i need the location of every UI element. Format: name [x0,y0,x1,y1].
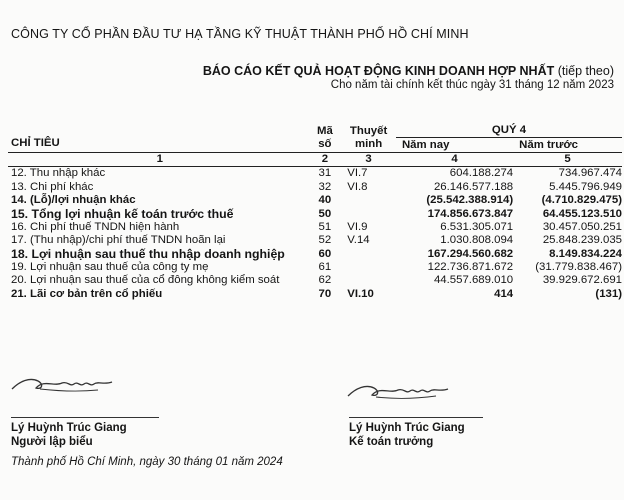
row-this-year: 414 [494,287,514,300]
index-cell: 3 [341,152,396,166]
index-cell: 1 [8,152,308,166]
row-item: 13. Chi phí khác [11,180,94,193]
header-item: CHỈ TIÊU [11,136,60,149]
header-note-1: Thuyết [349,124,388,137]
index-cell: 4 [396,152,513,166]
header-code-2: số [308,138,341,152]
header-last-year: Năm trước [513,138,622,152]
preparer-signature-line [11,417,159,418]
row-note [341,248,396,261]
row-item: 14. (Lỗ)/lợi nhuận khác [11,194,136,207]
row-item: 16. Chi phí thuế TNDN hiện hành [11,220,180,233]
footer-place-date: Thành phố Hồ Chí Minh, ngày 30 tháng 01 năm 2024 [11,456,283,468]
report-continued: (tiếp theo) [557,64,614,78]
row-code: 52 [318,234,332,247]
row-code: 70 [318,287,332,300]
preparer-signature-icon [8,369,118,399]
preparer-role: Người lập biểu [11,436,93,448]
row-last-year: (31.779.838.467) [535,261,622,274]
row-this-year: 604.188.274 [449,167,514,180]
table-row [8,288,622,301]
row-this-year: 167.294.560.682 [427,247,514,260]
row-code: 32 [318,180,332,193]
row-this-year: 6.531.305.071 [440,220,514,233]
preparer-name: Lý Huỳnh Trúc Giang [11,422,127,434]
column-index-row [8,152,622,166]
row-code: 31 [318,167,332,180]
report-title-text: BÁO CÁO KẾT QUẢ HOẠT ĐỘNG KINH DOANH HỢP NHẤT [202,64,555,78]
row-last-year: 25.848.239.035 [542,234,622,247]
header-note-2: minh [341,138,396,152]
row-item: 19. Lợi nhuận sau thuế của công ty mẹ [11,261,209,274]
row-item: 12. Thu nhập khác [11,167,106,180]
row-this-year: 26.146.577.188 [433,180,514,193]
row-last-year: 64.455.123.510 [542,207,622,220]
row-item: 20. Lợi nhuận sau thuế của cổ đông không kiểm soát [11,274,280,287]
row-code: 51 [318,220,332,233]
table-row [8,234,622,247]
index-cell: 5 [513,152,622,166]
table-row [8,248,622,261]
row-last-year: 8.149.834.224 [549,247,622,260]
row-this-year: 1.030.808.094 [440,234,514,247]
index-cell: 2 [308,152,341,166]
company-name: CÔNG TY CỔ PHẦN ĐẦU TƯ HẠ TẦNG KỸ THUẬT THÀNH PHỐ HỒ CHÍ MINH [11,27,469,41]
table-row [8,261,622,274]
row-code: 60 [318,247,332,260]
table-row [8,274,622,287]
row-note: VI.8 [347,180,368,193]
header-quarter: QUÝ 4 [396,124,622,138]
row-code: 40 [318,194,332,207]
preparer-block [11,421,127,449]
row-last-year: (4.710.829.475) [541,194,622,207]
accountant-signature-icon [344,376,454,406]
row-note: VI.7 [347,167,368,180]
table-row [8,167,622,181]
row-last-year: 734.967.474 [558,167,622,180]
accountant-name: Lý Huỳnh Trúc Giang [349,422,465,434]
report-title [203,64,614,78]
row-note: V.14 [347,234,370,247]
row-this-year: (25.542.388.914) [426,194,514,207]
row-this-year: 122.736.871.672 [427,261,514,274]
row-this-year: 44.557.689.010 [433,274,514,287]
row-code: 50 [318,207,332,220]
header-code-1: Mã [316,124,333,137]
row-note: VI.9 [347,220,368,233]
row-code: 62 [318,274,332,287]
row-last-year: (131) [595,287,622,300]
row-item: 21. Lãi cơ bản trên cổ phiếu [11,287,163,300]
row-note [341,194,396,207]
accountant-block [349,421,465,449]
row-last-year: 5.445.796.949 [549,180,622,193]
row-code: 61 [318,261,332,274]
row-note: VI.10 [347,287,374,300]
row-note [341,274,396,287]
accountant-role: Kế toán trưởng [349,436,434,448]
row-item: 17. (Thu nhập)/chi phí thuế TNDN hoãn lại [11,234,226,247]
report-title-block [203,64,614,92]
header-this-year: Năm nay [396,138,513,152]
row-last-year: 30.457.050.251 [542,220,622,233]
table-row [8,207,622,220]
row-note [341,207,396,220]
row-item: 15. Tổng lợi nhuận kế toán trước thuế [11,206,234,221]
report-period: Cho năm tài chính kết thúc ngày 31 tháng 12 năm 2023 [330,79,614,91]
table-row [8,194,622,207]
accountant-signature-line [349,417,483,418]
row-last-year: 39.929.672.691 [542,274,622,287]
row-note [341,261,396,274]
table-row [8,221,622,234]
table-row [8,181,622,194]
header-row-1 [8,124,622,138]
row-this-year: 174.856.673.847 [427,207,514,220]
row-item: 18. Lợi nhuận sau thuế thu nhập doanh nghiệp [11,246,285,261]
income-statement-table [8,124,622,301]
